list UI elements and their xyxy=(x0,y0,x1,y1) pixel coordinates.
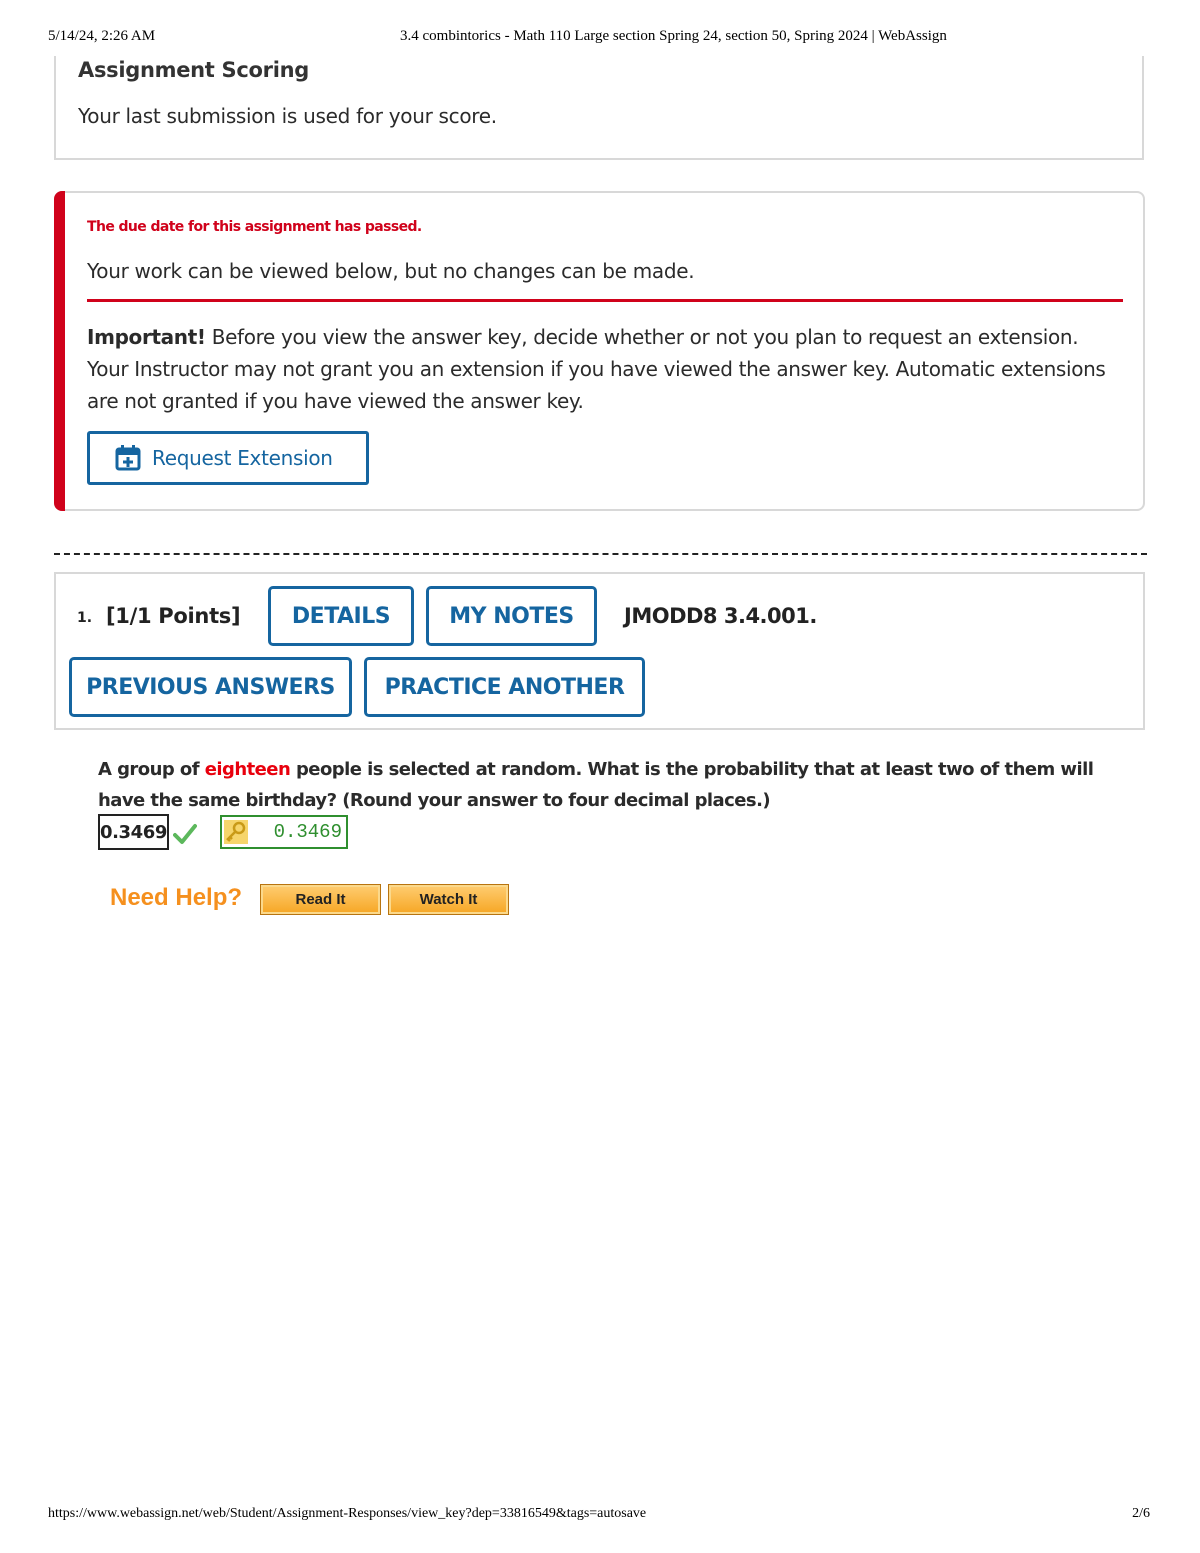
read-it-button[interactable]: Read It xyxy=(260,884,381,915)
calendar-plus-icon xyxy=(114,444,142,472)
practice-another-button[interactable]: PRACTICE ANOTHER xyxy=(364,657,645,717)
question-header xyxy=(54,572,1145,730)
important-text: Before you view the answer key, decide whether or not you plan to request an extension. Your Instructor may not grant you an extension if you have viewed the answer key. Automatic extensions are not granted if you have viewed the answer key. xyxy=(87,325,1106,413)
assignment-scoring-heading: Assignment Scoring xyxy=(78,58,309,82)
important-note xyxy=(87,321,1117,417)
important-label: Important! xyxy=(87,325,206,349)
print-footer xyxy=(48,1506,1150,1526)
question-code: JMODD8 3.4.001. xyxy=(624,604,817,628)
due-date-notice: The due date for this assignment has passed. xyxy=(87,219,422,235)
alert-accent-bar xyxy=(54,191,65,511)
question-text-after: people is selected at random. What is the probability that at least two of them will have the same birthday? (Round your answer to four decimal places.) xyxy=(98,759,1094,811)
previous-answers-button[interactable]: PREVIOUS ANSWERS xyxy=(69,657,352,717)
assignment-scoring-panel xyxy=(54,56,1144,160)
request-extension-button[interactable] xyxy=(87,431,369,485)
question-highlight: eighteen xyxy=(204,759,291,780)
assignment-scoring-text: Your last submission is used for your score. xyxy=(78,104,497,128)
view-only-text: Your work can be viewed below, but no changes can be made. xyxy=(87,259,695,283)
checkmark-icon xyxy=(173,823,197,845)
watch-it-button[interactable]: Watch It xyxy=(388,884,509,915)
print-page-number: 2/6 xyxy=(1132,1506,1150,1521)
print-url: https://www.webassign.net/web/Student/Assignment-Responses/view_key?dep=33816549&tags=autosave xyxy=(48,1506,647,1521)
my-notes-button[interactable]: MY NOTES xyxy=(426,586,597,646)
due-date-alert xyxy=(54,191,1145,511)
print-date: 5/14/24, 2:26 AM xyxy=(48,28,156,44)
question-text xyxy=(98,754,1128,816)
print-page-title: 3.4 combintorics - Math 110 Large section Spring 24, section 50, Spring 2024 | WebAssign xyxy=(400,28,947,44)
answer-key-value: 0.3469 xyxy=(273,821,342,843)
details-button[interactable]: DETAILS xyxy=(268,586,414,646)
answer-key-box xyxy=(220,815,348,849)
question-number: 1. xyxy=(77,610,93,626)
request-extension-label: Request Extension xyxy=(152,446,333,470)
alert-divider xyxy=(87,299,1123,302)
question-text-before: A group of xyxy=(98,759,205,780)
print-header xyxy=(48,28,1152,48)
question-separator xyxy=(54,553,1147,555)
need-help-label: Need Help? xyxy=(110,884,243,911)
question-points: [1/1 Points] xyxy=(106,604,241,628)
key-icon xyxy=(224,820,248,844)
answer-field[interactable]: 0.3469 xyxy=(98,814,169,850)
